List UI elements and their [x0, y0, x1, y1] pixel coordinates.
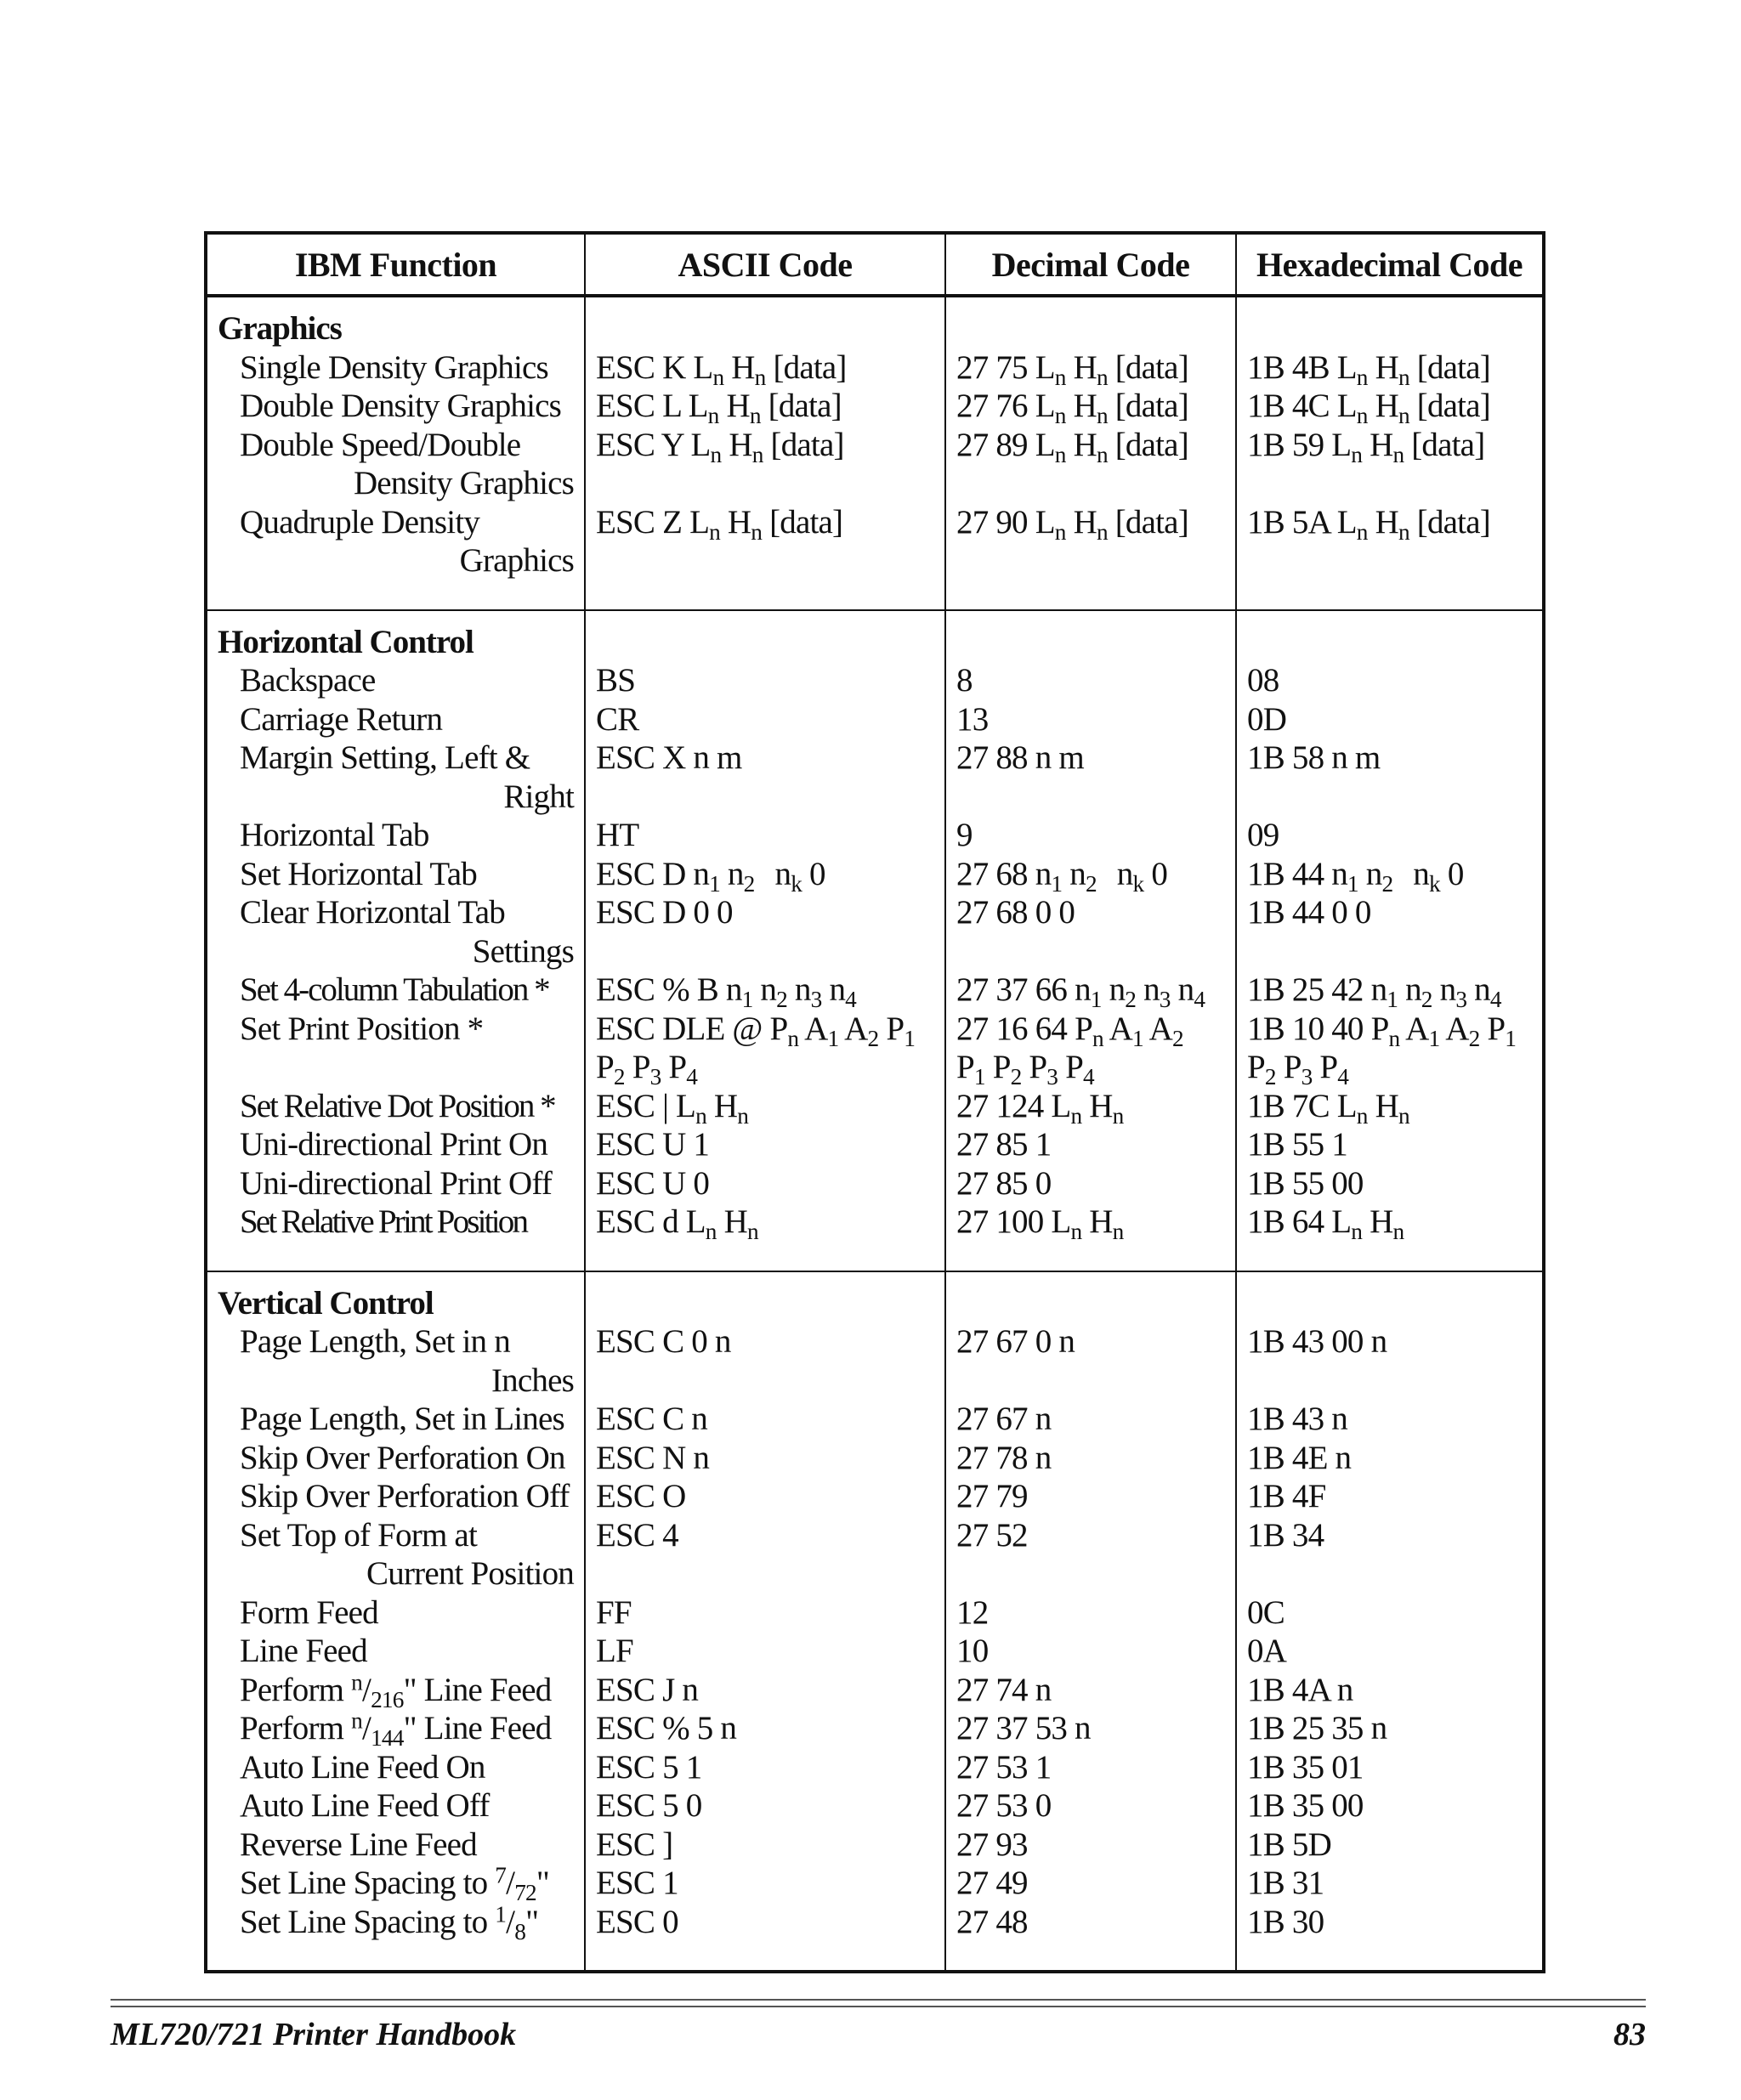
- section-title-vertical: Vertical Control: [218, 1284, 434, 1322]
- decimal-code: 27 90 $L_n$ $H_n$ [data]: [956, 503, 1188, 545]
- decimal-code-continued: $P_1$ $P_2$ $P_3$ $P_4$: [956, 1049, 1094, 1090]
- ascii-code: ESC | $L_n$ $H_n$: [596, 1087, 749, 1129]
- decimal-code: 27 52: [956, 1516, 1028, 1554]
- decimal-code: 27 89 $L_n$ $H_n$ [data]: [956, 426, 1188, 467]
- function-label: Clear Horizontal Tab: [240, 894, 505, 931]
- ascii-code: ESC O: [596, 1478, 686, 1514]
- hex-code: 1B 4E n: [1247, 1439, 1352, 1476]
- ascii-code: ESC 1: [596, 1865, 678, 1901]
- decimal-code: 27 53 1: [956, 1748, 1052, 1786]
- header-row: [206, 233, 1544, 296]
- hex-code: 1B 59 $L_n$ $H_n$ [data]: [1247, 426, 1485, 467]
- function-label: Auto Line Feed Off: [240, 1787, 490, 1824]
- table-header: [206, 233, 1544, 296]
- header-ascii-code: ASCII Code: [585, 233, 945, 296]
- function-label: Double Speed/Double: [240, 426, 521, 463]
- decimal-code: 27 67 0 n: [956, 1323, 1075, 1360]
- hex-column: [1236, 1271, 1544, 1973]
- decimal-code: 27 78 n: [956, 1439, 1052, 1476]
- function-column: [206, 296, 585, 610]
- decimal-code: 27 85 1: [956, 1126, 1052, 1163]
- decimal-code: 9: [956, 817, 973, 853]
- ascii-code: ESC N n: [596, 1439, 710, 1476]
- page-number: 83: [1613, 2017, 1646, 2052]
- function-label: Quadruple Density: [240, 503, 480, 541]
- function-label: Page Length, Set in n: [240, 1323, 510, 1360]
- function-label: Set Horizontal Tab: [240, 855, 477, 892]
- section-graphics: [206, 296, 1544, 610]
- hex-code: 1B 55 1: [1247, 1126, 1347, 1163]
- function-label: Set Top of Form at: [240, 1516, 477, 1554]
- function-label: Carriage Return: [240, 700, 443, 738]
- hex-code: 1B 31: [1247, 1865, 1324, 1901]
- hex-code: 1B 25 42 $n_1$ $n_2$ $n_3$ $n_4$: [1247, 971, 1501, 1013]
- footer-row: [111, 2016, 1646, 2053]
- function-label: Horizontal Tab: [240, 817, 429, 853]
- function-label: Set 4-column Tabulation *: [240, 971, 549, 1008]
- ascii-code: HT: [596, 817, 639, 853]
- decimal-code: 27 53 0: [956, 1787, 1052, 1824]
- footer-rule: [111, 1999, 1646, 2001]
- hex-code: 0A: [1247, 1633, 1287, 1669]
- hex-code: 1B 64 $L_n$ $H_n$: [1247, 1203, 1404, 1245]
- decimal-code: 27 48: [956, 1903, 1028, 1940]
- ascii-code: BS: [596, 662, 636, 699]
- decimal-code: 27 75 $L_n$ $H_n$ [data]: [956, 348, 1188, 390]
- decimal-column: [945, 296, 1236, 610]
- decimal-code: 27 37 66 $n_1$ $n_2$ $n_3$ $n_4$: [956, 971, 1205, 1013]
- decimal-code: 8: [956, 662, 973, 699]
- function-label-continued: Right: [503, 778, 574, 815]
- decimal-code: 13: [956, 700, 989, 738]
- function-label: Perform $^n/_{216}$" Line Feed: [240, 1669, 552, 1712]
- hex-code: 1B 30: [1247, 1903, 1324, 1940]
- decimal-code: 27 49: [956, 1865, 1028, 1901]
- hex-code: 1B 4A n: [1247, 1671, 1353, 1708]
- hex-code: 0C: [1247, 1593, 1284, 1631]
- function-label: Set Relative Dot Position *: [240, 1087, 555, 1124]
- decimal-code: 27 88 n m: [956, 739, 1084, 776]
- ascii-code: ESC J n: [596, 1671, 699, 1708]
- hex-code: 1B 58 n m: [1247, 739, 1381, 776]
- ascii-code: ESC L $L_n$ $H_n$ [data]: [596, 388, 842, 429]
- decimal-code: 12: [956, 1593, 989, 1631]
- ascii-code: ESC % B $n_1$ $n_2$ $n_3$ $n_4$: [596, 971, 856, 1013]
- command-table: [204, 231, 1545, 1973]
- ascii-code: ESC DLE @ $P_n$ $A_1$ $A_2$ $P_1$: [596, 1010, 916, 1051]
- hex-code: 1B 44 $n_1$ $n_2$ $n_k$ 0: [1247, 855, 1464, 897]
- section-horizontal-control: [206, 610, 1544, 1271]
- ascii-code: ESC d $L_n$ $H_n$: [596, 1203, 758, 1245]
- ascii-code: ESC D $n_1$ $n_2$ $n_k$ 0: [596, 855, 825, 897]
- function-label: Set Line Spacing to $^1/_8$": [240, 1901, 539, 1944]
- ascii-code: ESC Z $L_n$ $H_n$ [data]: [596, 503, 843, 545]
- decimal-code: 27 16 64 $P_n$ $A_1$ $A_2$: [956, 1010, 1183, 1051]
- hex-code: 1B 5D: [1247, 1825, 1331, 1863]
- function-column: [206, 610, 585, 1271]
- decimal-column: [945, 610, 1236, 1271]
- decimal-code: 27 100 $L_n$ $H_n$: [956, 1203, 1124, 1245]
- function-label-continued: Settings: [472, 932, 574, 970]
- decimal-code: 27 68 0 0: [956, 894, 1075, 931]
- function-label-continued: Graphics: [459, 542, 574, 579]
- decimal-code: 27 68 $n_1$ $n_2$ $n_k$ 0: [956, 855, 1168, 897]
- section-vertical-control: [206, 1271, 1544, 1973]
- function-label: Double Density Graphics: [240, 388, 562, 424]
- hex-code: 1B 44 0 0: [1247, 894, 1371, 931]
- function-label: Set Relative Print Position: [240, 1203, 527, 1240]
- ascii-code: ESC 5 0: [596, 1787, 702, 1824]
- hex-code: 1B 34: [1247, 1516, 1324, 1554]
- hex-code: 1B 5A $L_n$ $H_n$ [data]: [1247, 503, 1490, 545]
- hex-code: 09: [1247, 817, 1279, 853]
- function-label: Set Line Spacing to $^7/_{72}$": [240, 1862, 550, 1906]
- hex-code: 0D: [1247, 700, 1287, 738]
- header-hexadecimal-code: Hexadecimal Code: [1236, 233, 1544, 296]
- function-label-continued: Density Graphics: [353, 465, 574, 501]
- ascii-column: [585, 1271, 945, 1973]
- ascii-code: ESC D 0 0: [596, 894, 733, 931]
- decimal-code: 27 79: [956, 1478, 1028, 1514]
- ascii-code: ESC C n: [596, 1401, 707, 1437]
- header-ibm-function: IBM Function: [206, 233, 585, 296]
- ascii-code: CR: [596, 700, 639, 738]
- decimal-code: 27 124 $L_n$ $H_n$: [956, 1087, 1124, 1129]
- function-label: Set Print Position *: [240, 1010, 484, 1047]
- function-label: Form Feed: [240, 1593, 378, 1631]
- decimal-code: 27 93: [956, 1825, 1028, 1863]
- hex-code: 08: [1247, 662, 1279, 699]
- function-label: Uni-directional Print Off: [240, 1164, 553, 1202]
- hex-code: 1B 43 n: [1247, 1401, 1347, 1437]
- function-label: Perform $^n/_{144}$" Line Feed: [240, 1707, 552, 1752]
- ascii-code: ESC Y $L_n$ $H_n$ [data]: [596, 426, 844, 467]
- hex-code: 1B 43 00 n: [1247, 1323, 1387, 1360]
- page-footer: [111, 1999, 1646, 2053]
- hex-code: 1B 4C $L_n$ $H_n$ [data]: [1247, 388, 1490, 429]
- function-label: Backspace: [240, 662, 376, 699]
- function-label: Reverse Line Feed: [240, 1825, 477, 1863]
- footer-rule: [111, 2006, 1646, 2007]
- hex-code: 1B 4B $L_n$ $H_n$ [data]: [1247, 348, 1490, 390]
- function-label: Line Feed: [240, 1633, 367, 1669]
- decimal-column: [945, 1271, 1236, 1973]
- function-label: Single Density Graphics: [240, 348, 548, 386]
- hex-code: 1B 10 40 $P_n$ $A_1$ $A_2$ $P_1$: [1247, 1010, 1517, 1051]
- function-label-continued: Current Position: [366, 1555, 574, 1592]
- ascii-code: ESC C 0 n: [596, 1323, 731, 1360]
- footer-title: ML720/721 Printer Handbook: [111, 2017, 517, 2052]
- function-column: [206, 1271, 585, 1973]
- function-label: Page Length, Set in Lines: [240, 1401, 564, 1437]
- function-label: Auto Line Feed On: [240, 1748, 485, 1786]
- decimal-code: 27 85 0: [956, 1164, 1052, 1202]
- hex-code-continued: $P_2$ $P_3$ $P_4$: [1247, 1049, 1349, 1090]
- hex-code: 1B 4F: [1247, 1478, 1326, 1514]
- ascii-code: ESC U 0: [596, 1164, 710, 1202]
- hex-column: [1236, 610, 1544, 1271]
- ascii-code: ESC X n m: [596, 739, 742, 776]
- ascii-code: FF: [596, 1593, 632, 1631]
- ascii-code: ESC K $L_n$ $H_n$ [data]: [596, 348, 847, 390]
- ascii-code: ESC 0: [596, 1903, 678, 1940]
- ascii-code: LF: [596, 1633, 633, 1669]
- function-label: Skip Over Perforation Off: [240, 1478, 570, 1514]
- hex-column: [1236, 296, 1544, 610]
- function-label-continued: Inches: [491, 1361, 574, 1399]
- hex-code: 1B 35 01: [1247, 1748, 1364, 1786]
- section-title-graphics: Graphics: [218, 310, 342, 347]
- function-label: Skip Over Perforation On: [240, 1439, 565, 1476]
- decimal-code: 10: [956, 1633, 989, 1669]
- ascii-code: ESC U 1: [596, 1126, 710, 1163]
- decimal-code: 27 74 n: [956, 1671, 1052, 1708]
- decimal-code: 27 76 $L_n$ $H_n$ [data]: [956, 388, 1188, 429]
- ascii-code: ESC % 5 n: [596, 1710, 737, 1746]
- section-title-horizontal: Horizontal Control: [218, 623, 474, 660]
- ascii-code: ESC 4: [596, 1516, 678, 1554]
- hex-code: 1B 35 00: [1247, 1787, 1364, 1824]
- hex-code: 1B 55 00: [1247, 1164, 1364, 1202]
- ascii-code: ESC ]: [596, 1825, 673, 1863]
- ascii-column: [585, 296, 945, 610]
- ascii-code-continued: $P_2$ $P_3$ $P_4$: [596, 1049, 698, 1090]
- hex-code: 1B 25 35 n: [1247, 1710, 1387, 1746]
- function-label: Uni-directional Print On: [240, 1126, 548, 1163]
- ascii-column: [585, 610, 945, 1271]
- ascii-code: ESC 5 1: [596, 1748, 702, 1786]
- decimal-code: 27 67 n: [956, 1401, 1052, 1437]
- hex-code: 1B 7C $L_n$ $H_n$: [1247, 1087, 1409, 1129]
- function-label: Margin Setting, Left &: [240, 739, 530, 776]
- decimal-code: 27 37 53 n: [956, 1710, 1091, 1746]
- header-decimal-code: Decimal Code: [945, 233, 1236, 296]
